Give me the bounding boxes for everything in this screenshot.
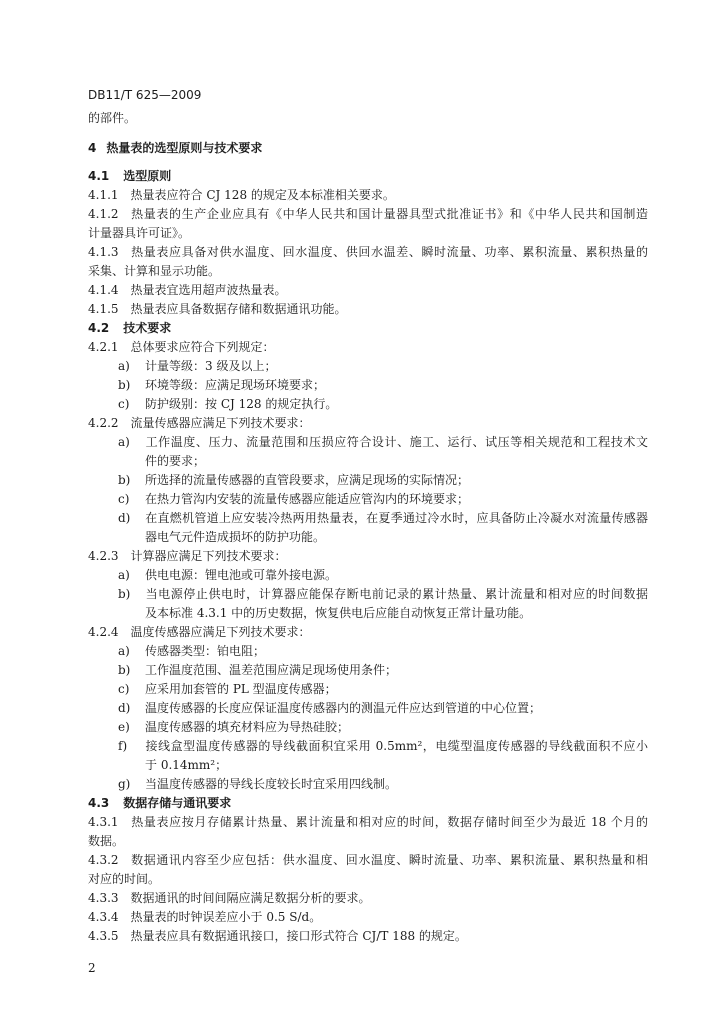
clause-number: 4.3.3 [88, 891, 119, 905]
clause-text: 热量表应具备对供水温度、回水温度、供回水温差、瞬时流量、功率、累积流量、累积热量的 [130, 245, 648, 259]
section-heading [88, 794, 648, 813]
list-item-text: 温度传感器的长度应保证温度传感器内的测温元件应达到管道的中心位置； [145, 701, 542, 715]
list-item [88, 566, 648, 585]
list-item [88, 680, 648, 699]
clause-number: 4.1.3 [88, 245, 119, 259]
list-item-label: a) [118, 435, 130, 449]
clause-text: 总体要求应符合下列规定： [130, 340, 275, 354]
clause [88, 927, 648, 946]
list-item [88, 737, 648, 756]
list-item [88, 585, 648, 604]
clause-text: 数据通讯内容至少应包括：供水温度、回水温度、瞬时流量、功率、累积流量、累积热量和相 [130, 853, 648, 867]
clause-text-continued: 计量器具许可证》。 [88, 226, 191, 240]
clause [88, 281, 648, 300]
list-item-label: e) [118, 720, 130, 734]
clause-text: 热量表应按月存储累计热量、累计流量和相对应的时间，数据存储时间至少为最近 18 个月的 [130, 815, 648, 829]
list-item [88, 718, 648, 737]
clause-text-continued: 数据。 [88, 834, 125, 848]
list-item-text: 当电源停止供电时，计算器应能保存断电前记录的累计热量、累计流量和相对应的时间数据 [145, 587, 648, 601]
clause-text: 流量传感器应满足下列技术要求： [130, 416, 311, 430]
list-item [88, 395, 648, 414]
list-item-label: c) [118, 492, 130, 506]
clause-number: 4.2.2 [88, 416, 119, 430]
clause-text-continued: 采集、计算和显示功能。 [88, 264, 221, 278]
list-item-label: c) [118, 397, 130, 411]
clause-number: 4.3.4 [88, 910, 119, 924]
document-body [88, 167, 648, 946]
list-item-text-continued: 及本标准 4.3.1 中的历史数据，恢复供电后应能自动恢复正常计量功能。 [145, 606, 532, 620]
section-heading [88, 319, 648, 338]
clause-number: 4.3.1 [88, 815, 119, 829]
list-item-text: 所选择的流量传感器的直管段要求，应满足现场的实际情况； [145, 473, 470, 487]
list-item-text: 当温度传感器的导线长度较长时宜采用四线制。 [145, 777, 398, 791]
clause-number: 4.2.4 [88, 625, 119, 639]
list-item [88, 699, 648, 718]
clause [88, 908, 648, 927]
chapter-heading [88, 139, 262, 158]
list-item [88, 642, 648, 661]
clause-number: 4.1.4 [88, 283, 119, 297]
list-item-label: f) [118, 739, 128, 753]
list-item-text: 应采用加套管的 PL 型温度传感器； [145, 682, 337, 696]
clause-number: 4.1.2 [88, 207, 119, 221]
chapter-title: 热量表的选型原则与技术要求 [106, 141, 263, 155]
clause-text: 计算器应满足下列技术要求： [130, 549, 287, 563]
list-item-label: g) [118, 777, 131, 791]
list-item-label: b) [118, 587, 131, 601]
list-item-text: 接线盒型温度传感器的导线截面积宜采用 0.5mm²，电缆型温度传感器的导线截面积不应小 [145, 739, 648, 753]
list-item-label: a) [118, 568, 130, 582]
section-title: 数据存储与通讯要求 [123, 796, 232, 810]
list-item-text: 在直燃机管道上应安装冷热两用热量表，在夏季通过冷水时，应具备防止冷凝水对流量传感器 [145, 511, 648, 525]
clause [88, 813, 648, 832]
list-item [88, 357, 648, 376]
clause-number: 4.3.5 [88, 929, 119, 943]
list-item [88, 433, 648, 452]
clause-text: 热量表应具备数据存储和数据通讯功能。 [130, 302, 347, 316]
list-item-text: 传感器类型：铂电阻； [145, 644, 266, 658]
clause-number: 4.2.1 [88, 340, 119, 354]
list-item-text-continued: 于 0.14mm²； [145, 758, 228, 772]
list-item-text: 环境等级：应满足现场环境要求； [145, 378, 326, 392]
section-number: 4.1 [88, 169, 110, 183]
chapter-number: 4 [88, 141, 97, 155]
clause [88, 300, 648, 319]
clause-text: 热量表的生产企业应具有《中华人民共和国计量器具型式批准证书》和《中华人民共和国制造 [130, 207, 648, 221]
list-item-text: 供电电源：锂电池或可靠外接电源。 [145, 568, 338, 582]
clause-text: 数据通讯的时间间隔应满足数据分析的要求。 [130, 891, 371, 905]
list-item [88, 471, 648, 490]
list-item-label: d) [118, 511, 131, 525]
list-item-label: b) [118, 663, 131, 677]
clause [88, 243, 648, 262]
clause [88, 186, 648, 205]
clause-text-continued: 对应的时间。 [88, 872, 161, 886]
list-item-label: a) [118, 644, 130, 658]
list-item-text: 温度传感器的填充材料应为导热硅胶； [145, 720, 350, 734]
clause-text: 热量表应符合 CJ 128 的规定及本标准相关要求。 [130, 188, 395, 202]
clause [88, 851, 648, 870]
list-item [88, 509, 648, 528]
document-code-header: DB11/T 625—2009 [88, 88, 202, 102]
clause-number: 4.3.2 [88, 853, 119, 867]
list-item [88, 661, 648, 680]
clause-number: 4.1.1 [88, 188, 119, 202]
clause [88, 623, 648, 642]
continued-text: 的部件。 [88, 111, 137, 125]
clause [88, 547, 648, 566]
clause-text: 热量表的时钟误差应小于 0.5 S/d。 [130, 910, 322, 924]
list-item [88, 775, 648, 794]
clause [88, 338, 648, 357]
list-item-text-continued: 器电气元件造成损坏的防护功能。 [145, 530, 326, 544]
list-item-text: 计量等级：3 级及以上； [145, 359, 277, 373]
clause [88, 205, 648, 224]
list-item-label: a) [118, 359, 130, 373]
list-item-label: b) [118, 378, 131, 392]
list-item [88, 490, 648, 509]
clause-text: 温度传感器应满足下列技术要求： [130, 625, 311, 639]
clause-number: 4.2.3 [88, 549, 119, 563]
list-item-text-continued: 件的要求； [145, 454, 206, 468]
clause [88, 889, 648, 908]
clause-number: 4.1.5 [88, 302, 119, 316]
section-title: 选型原则 [123, 169, 172, 183]
list-item-text: 工作温度、压力、流量范围和压损应符合设计、施工、运行、试压等相关规范和工程技术文 [145, 435, 648, 449]
list-item-text: 在热力管沟内安装的流量传感器应能适应管沟内的环境要求； [145, 492, 470, 506]
clause-text: 热量表宜选用超声波热量表。 [130, 283, 287, 297]
section-number: 4.2 [88, 321, 110, 335]
list-item-text: 防护级别：按 CJ 128 的规定执行。 [145, 397, 338, 411]
clause-text: 热量表应具有数据通讯接口，接口形式符合 CJ/T 188 的规定。 [130, 929, 467, 943]
list-item-label: b) [118, 473, 131, 487]
page-number: 2 [88, 961, 96, 975]
list-item-label: d) [118, 701, 131, 715]
section-heading [88, 167, 648, 186]
clause [88, 414, 648, 433]
list-item [88, 376, 648, 395]
section-title: 技术要求 [123, 321, 172, 335]
section-number: 4.3 [88, 796, 110, 810]
list-item-label: c) [118, 682, 130, 696]
list-item-text: 工作温度范围、温差范围应满足现场使用条件； [145, 663, 398, 677]
